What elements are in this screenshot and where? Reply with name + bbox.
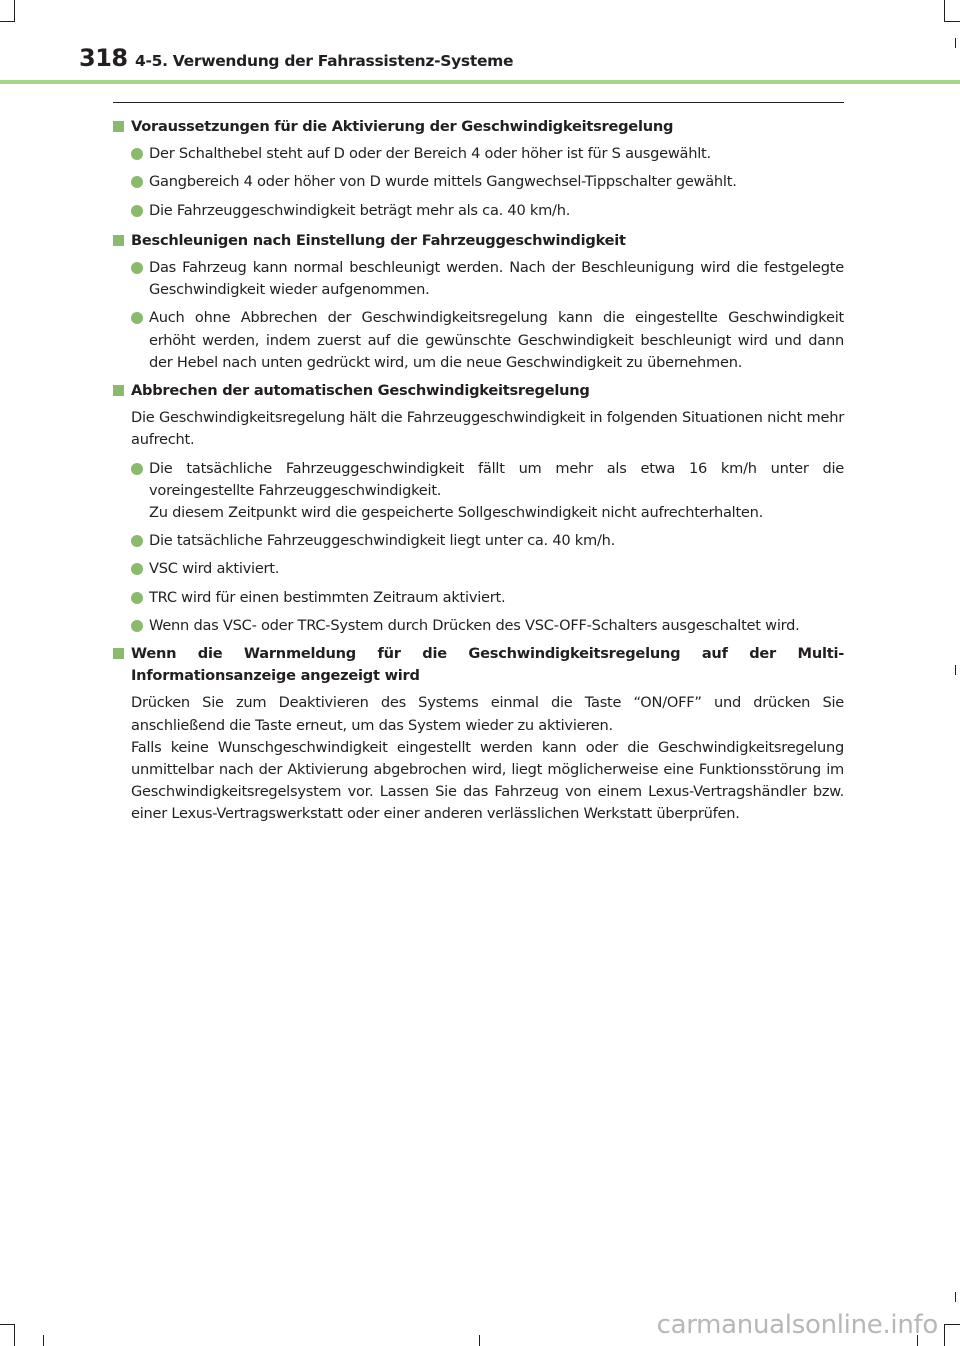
- list-item: [113, 143, 844, 165]
- circle-bullet-icon: [131, 148, 143, 160]
- crop-mark: [955, 1292, 956, 1302]
- crop-mark: [43, 1335, 44, 1346]
- square-bullet-icon: [113, 648, 124, 659]
- section-block: [113, 643, 844, 826]
- content-area: [113, 116, 844, 832]
- circle-bullet-icon: [131, 592, 143, 604]
- crop-mark: [14, 1324, 15, 1346]
- list-item-text: Die tatsächliche Fahrzeuggeschwindigkeit liegt unter ca. 40 km/h.: [149, 532, 616, 550]
- list-item-text: Der Schalthebel steht auf D oder der Bereich 4 oder höher ist für S ausgewählt.: [149, 145, 711, 163]
- section-heading: [113, 116, 844, 138]
- heading-text: Wenn die Warnmeldung für die Geschwindigkeitsregelung auf der Multi-Informationsanzeige angezeigt wird: [131, 645, 844, 685]
- list-item-text: Die tatsächliche Fahrzeuggeschwindigkeit fällt um mehr als etwa 16 km/h unter die voreingestellte Fahrzeuggeschwindigkeit.: [149, 459, 844, 499]
- list-item: [113, 307, 844, 374]
- list-item-text: Das Fahrzeug kann normal beschleunigt werden. Nach der Beschleunigung wird die festgelegte Geschwindigkeit wieder aufgenommen.: [149, 259, 844, 299]
- crop-mark: [944, 21, 960, 22]
- header-rule: [0, 80, 960, 84]
- watermark: carmanualsonline.info: [656, 1310, 938, 1340]
- list-item-text: Zu diesem Zeitpunkt wird die gespeicherte Sollgeschwindigkeit nicht aufrechterhalten.: [149, 504, 764, 522]
- section-heading: [113, 643, 844, 687]
- list-item: [113, 530, 844, 552]
- square-bullet-icon: [113, 385, 124, 396]
- crop-mark: [944, 0, 945, 22]
- crop-mark: [955, 665, 956, 675]
- crop-mark: [479, 1335, 480, 1346]
- list-item: [113, 558, 844, 580]
- section-block: [113, 116, 844, 222]
- crop-mark: [955, 38, 956, 48]
- section-heading: [113, 230, 844, 252]
- crop-mark: [944, 1324, 960, 1325]
- heading-text: Abbrechen der automatischen Geschwindigkeitsregelung: [131, 382, 590, 400]
- list-item: [113, 587, 844, 609]
- heading-text: Voraussetzungen für die Aktivierung der Geschwindigkeitsregelung: [131, 118, 674, 135]
- crop-mark: [0, 1324, 15, 1325]
- section-block: [113, 380, 844, 637]
- page-number: 318: [79, 44, 128, 72]
- section-title: 4-5. Verwendung der Fahrassistenz-Systeme: [135, 52, 514, 70]
- list-item-text: Auch ohne Abbrechen der Geschwindigkeitsregelung kann die eingestellte Geschwindigkeit erhöht werden, indem zuerst auf die gewünschte Geschwindigkeit beschleunigt wird und dann der Hebel nach unten gedrückt wird, um die neue Geschwindigkeit zu übernehmen.: [149, 309, 844, 371]
- list-item: [113, 615, 844, 637]
- circle-bullet-icon: [131, 535, 143, 547]
- crop-mark: [944, 1324, 945, 1346]
- list-item-text: VSC wird aktiviert.: [149, 560, 280, 578]
- intro-paragraph: Falls keine Wunschgeschwindigkeit eingestellt werden kann oder die Geschwindigkeitsregelung unmittelbar nach der Aktivierung abgebrochen wird, liegt möglicherweise eine Funktionsstörung im Geschwindigkeitsregelsystem vor. Lassen Sie das Fahrzeug von einem Lexus-Vertragshändler bzw. einer Lexus-Vertragswerkstatt oder einer anderen verlässlichen Werkstatt überprüfen.: [131, 738, 844, 823]
- circle-bullet-icon: [131, 312, 143, 324]
- circle-bullet-icon: [131, 262, 143, 274]
- crop-mark: [0, 21, 15, 22]
- list-item-text: Die Fahrzeuggeschwindigkeit beträgt mehr als ca. 40 km/h.: [149, 201, 571, 219]
- crop-mark: [14, 0, 15, 22]
- content-top-rule: [113, 102, 844, 103]
- list-item: [113, 200, 844, 222]
- circle-bullet-icon: [131, 563, 143, 575]
- list-item-text: Wenn das VSC- oder TRC-System durch Drücken des VSC-OFF-Schalters ausgeschaltet wird.: [149, 616, 800, 634]
- intro-paragraph: Die Geschwindigkeitsregelung hält die Fahrzeuggeschwindigkeit in folgenden Situationen nicht mehr aufrecht.: [131, 409, 844, 449]
- square-bullet-icon: [113, 121, 124, 132]
- heading-text: Beschleunigen nach Einstellung der Fahrzeuggeschwindigkeit: [131, 231, 626, 249]
- section-heading: [113, 380, 844, 402]
- intro-paragraph: Drücken Sie zum Deaktivieren des Systems einmal die Taste “ON/OFF” und drücken Sie anschließend die Taste erneut, um das System wieder zu aktivieren.: [131, 694, 844, 734]
- list-item: [113, 257, 844, 301]
- square-bullet-icon: [113, 235, 124, 246]
- list-item-text: TRC wird für einen bestimmten Zeitraum aktiviert.: [149, 588, 506, 606]
- list-item: [113, 458, 844, 525]
- circle-bullet-icon: [131, 205, 143, 217]
- circle-bullet-icon: [131, 176, 143, 188]
- circle-bullet-icon: [131, 463, 143, 475]
- list-item-text: Gangbereich 4 oder höher von D wurde mittels Gangwechsel-Tippschalter gewählt.: [149, 173, 737, 191]
- section-block: [113, 230, 844, 374]
- list-item: [113, 171, 844, 193]
- circle-bullet-icon: [131, 620, 143, 632]
